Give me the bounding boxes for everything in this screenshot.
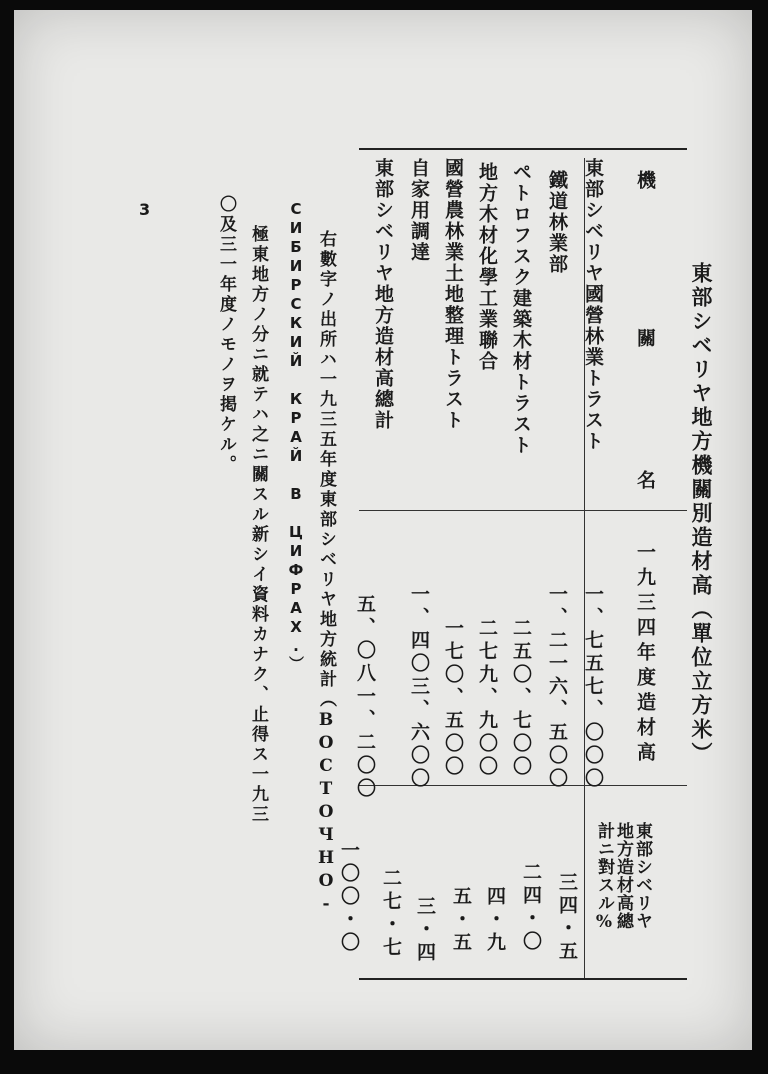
row-extra-percent: 二七・七 — [380, 868, 402, 960]
row-value: 一、二一六、五〇〇 — [546, 584, 568, 791]
note-line-1: 右數字ノ出所ハ一九三五年度東部シベリヤ地方統計（ВОСТОЧНО- — [316, 230, 336, 917]
page-number: 3 — [139, 200, 151, 219]
row-name: 鐵道林業部 — [546, 170, 568, 275]
document-title: 東部シベリヤ地方機關別造材高（單位立方米） — [689, 262, 714, 766]
row-percent: 四・九 — [484, 886, 506, 955]
row-percent: 二四・〇 — [520, 862, 542, 954]
header-name-3: 名 — [634, 470, 656, 489]
row-percent: 五・五 — [450, 886, 472, 955]
note-line-3: 極東地方ノ分ニ就テハ之ニ關スル新シイ資料カナク、止得ス一九三 — [248, 225, 268, 825]
row-value: 一、七五七、〇〇〇 — [582, 584, 604, 791]
row-name: 地方木材化學工業聯合 — [476, 162, 498, 372]
note-line-4: 〇及三一年度ノモノヲ掲ケル。 — [216, 195, 236, 475]
row-value: 一、四〇三、六〇〇 — [408, 584, 430, 791]
row-name: 自家用調達 — [408, 158, 430, 263]
header-percent-line1: 東部シベリヤ — [632, 822, 652, 930]
row-name: 國營農林業土地整理トラスト — [442, 158, 464, 431]
total-row-value: 五、〇八一、二〇〇 — [354, 594, 376, 801]
row-name: 東部シベリヤ國營林業トラスト — [582, 158, 604, 452]
header-percent-line2: 地方造材高總 — [613, 822, 633, 930]
row-percent: 三四・五 — [556, 872, 578, 964]
row-value: 二七九、九〇〇 — [476, 618, 498, 779]
header-name-1: 機 — [634, 170, 656, 189]
header-name-2: 關 — [634, 328, 656, 347]
total-row-name: 東部シベリヤ地方造材高總計 — [372, 158, 394, 431]
row-percent: 三・四 — [414, 896, 436, 965]
header-value: 一九三四年度造材高 — [634, 542, 656, 767]
header-percent-line3: 計ニ對スル% — [594, 822, 614, 933]
header-divider-1 — [359, 510, 687, 511]
row-name: ペトロフスク建築木材トラスト — [510, 162, 532, 456]
note-line-2: СИБИРСКИЙ КРАЙ В ЦИФРАХ.） — [287, 200, 305, 672]
row-value: 一七〇、五〇〇 — [442, 618, 464, 779]
total-row-percent: 一〇〇・〇 — [338, 840, 360, 955]
row-value: 二五〇、七〇〇 — [510, 618, 532, 779]
document-page — [14, 10, 752, 1050]
